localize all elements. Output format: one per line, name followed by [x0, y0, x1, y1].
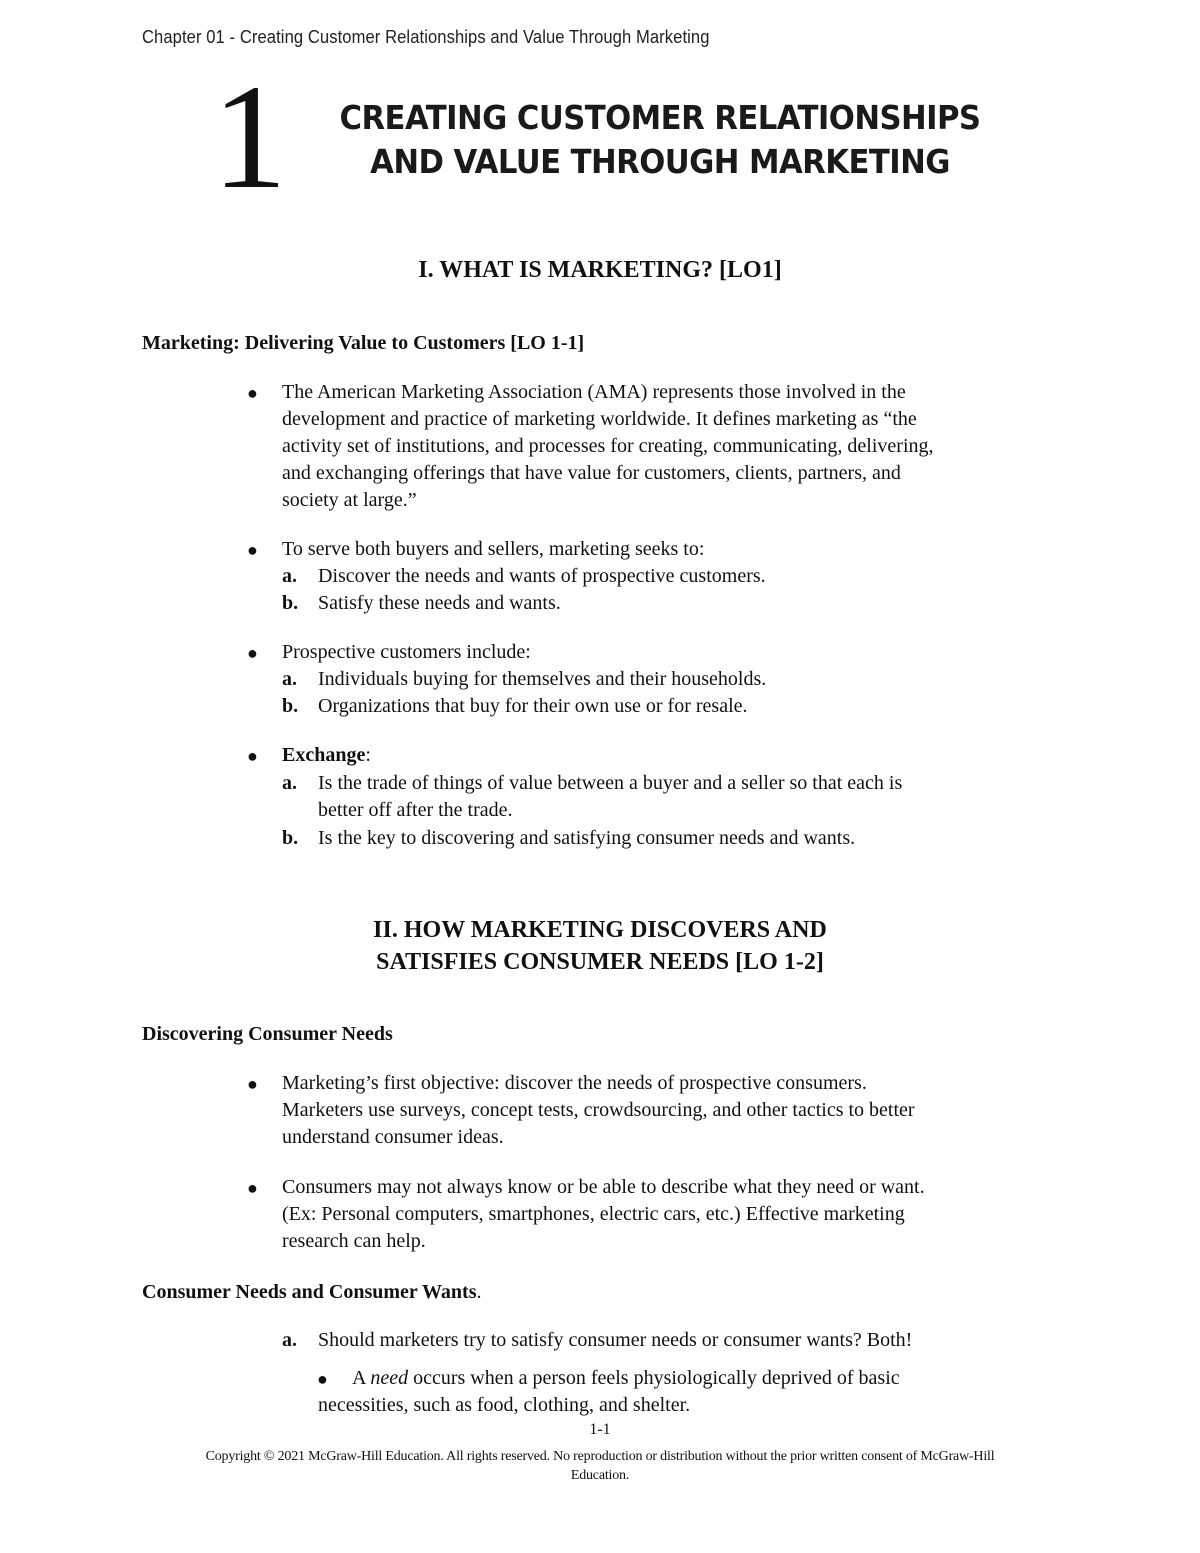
- text-line: Marketing’s first objective: discover the needs of prospective consumers.: [282, 1072, 867, 1094]
- text-line: activity set of institutions, and processes for creating, communicating, delivering,: [282, 435, 934, 457]
- text-line: society at large.”: [282, 489, 417, 511]
- text-line: necessities, such as food, clothing, and shelter.: [318, 1394, 691, 1416]
- text-line: understand consumer ideas.: [282, 1126, 504, 1148]
- bullet-icon: ●: [247, 1178, 258, 1198]
- sub-item-text: Organizations that buy for their own use or for resale.: [318, 695, 748, 717]
- sub-item-text: Should marketers try to satisfy consumer needs or consumer wants? Both!: [318, 1329, 913, 1351]
- bullet-icon: ●: [317, 1369, 328, 1389]
- section-1-subheading: Marketing: Delivering Value to Customers [LO 1-1]: [142, 332, 585, 354]
- sub-item-marker: a.: [282, 668, 297, 690]
- chapter-title-line-2: AND VALUE THROUGH MARKETING: [370, 142, 950, 181]
- text-line: better off after the trade.: [318, 799, 513, 821]
- term-colon: :: [365, 744, 371, 766]
- text-line: Is the trade of things of value between a buyer and a seller so that each is: [318, 772, 903, 794]
- sub-item-text: Is the key to discovering and satisfying consumer needs and wants.: [318, 827, 856, 849]
- section-2-heading-line-2: SATISFIES CONSUMER NEEDS [LO 1-2]: [376, 949, 824, 975]
- sub-item-text: Satisfy these needs and wants.: [318, 592, 561, 614]
- bullet-icon: ●: [247, 643, 258, 663]
- chapter-title: [325, 96, 995, 184]
- text-line: development and practice of marketing worldwide. It defines marketing as “the: [282, 408, 917, 430]
- sub-item-marker: b.: [282, 592, 299, 614]
- chapter-title-line-1: CREATING CUSTOMER RELATIONSHIPS: [339, 98, 981, 137]
- section-2-heading: [0, 914, 1200, 978]
- sub-item-marker: b.: [282, 827, 299, 849]
- sub-item-marker: a.: [282, 1329, 297, 1351]
- bullet-icon: ●: [247, 540, 258, 560]
- list-item: [282, 1174, 1082, 1255]
- list-item: [282, 1070, 1082, 1151]
- text-line: Consumers may not always know or be able to describe what they need or want.: [282, 1176, 925, 1198]
- sub-item-text: [318, 770, 1078, 824]
- section-2-subheading-2: Consumer Needs and Consumer Wants.: [142, 1281, 482, 1303]
- term-exchange: Exchange: [282, 744, 366, 766]
- running-header: Chapter 01 - Creating Customer Relationships and Value Through Marketing: [142, 27, 710, 47]
- term-need: need: [370, 1367, 409, 1389]
- sub-item-marker: a.: [282, 565, 297, 587]
- chapter-number: 1: [212, 54, 283, 220]
- bullet-icon: ●: [247, 1074, 258, 1094]
- sub-item-text: Discover the needs and wants of prospective customers.: [318, 565, 766, 587]
- copyright-line-1: Copyright © 2021 McGraw-Hill Education. All rights reserved. No reproduction or distribution without the prior written consent of McGraw-Hill: [205, 1449, 995, 1464]
- text-line: Marketers use surveys, concept tests, crowdsourcing, and other tactics to better: [282, 1099, 915, 1121]
- section-2-heading-line-1: II. HOW MARKETING DISCOVERS AND: [373, 917, 827, 943]
- text-line: and exchanging offerings that have value for customers, clients, partners, and: [282, 462, 901, 484]
- page-number: 1-1: [589, 1421, 611, 1438]
- section-2-subheading-1: Discovering Consumer Needs: [142, 1023, 393, 1045]
- list-item: Prospective customers include:: [282, 641, 531, 663]
- sub-item-marker: b.: [282, 695, 299, 717]
- copyright-notice: [142, 1447, 1058, 1485]
- text-line: (Ex: Personal computers, smartphones, electric cars, etc.) Effective marketing: [282, 1203, 905, 1225]
- list-item: A need occurs when a person feels physiologically deprived of basic: [352, 1367, 900, 1389]
- bullet-icon: ●: [247, 746, 258, 766]
- bullet-icon: ●: [247, 383, 258, 403]
- section-1-heading: I. WHAT IS MARKETING? [LO1]: [418, 257, 782, 283]
- text-line: research can help.: [282, 1230, 426, 1252]
- text-line: The American Marketing Association (AMA) represents those involved in the: [282, 381, 906, 403]
- list-item: To serve both buyers and sellers, marketing seeks to:: [282, 538, 705, 560]
- sub-item-marker: a.: [282, 772, 297, 794]
- sub-item-text: Individuals buying for themselves and their households.: [318, 668, 767, 690]
- list-item: [282, 742, 1082, 769]
- list-item: [282, 379, 1082, 514]
- copyright-line-2: Education.: [570, 1468, 630, 1483]
